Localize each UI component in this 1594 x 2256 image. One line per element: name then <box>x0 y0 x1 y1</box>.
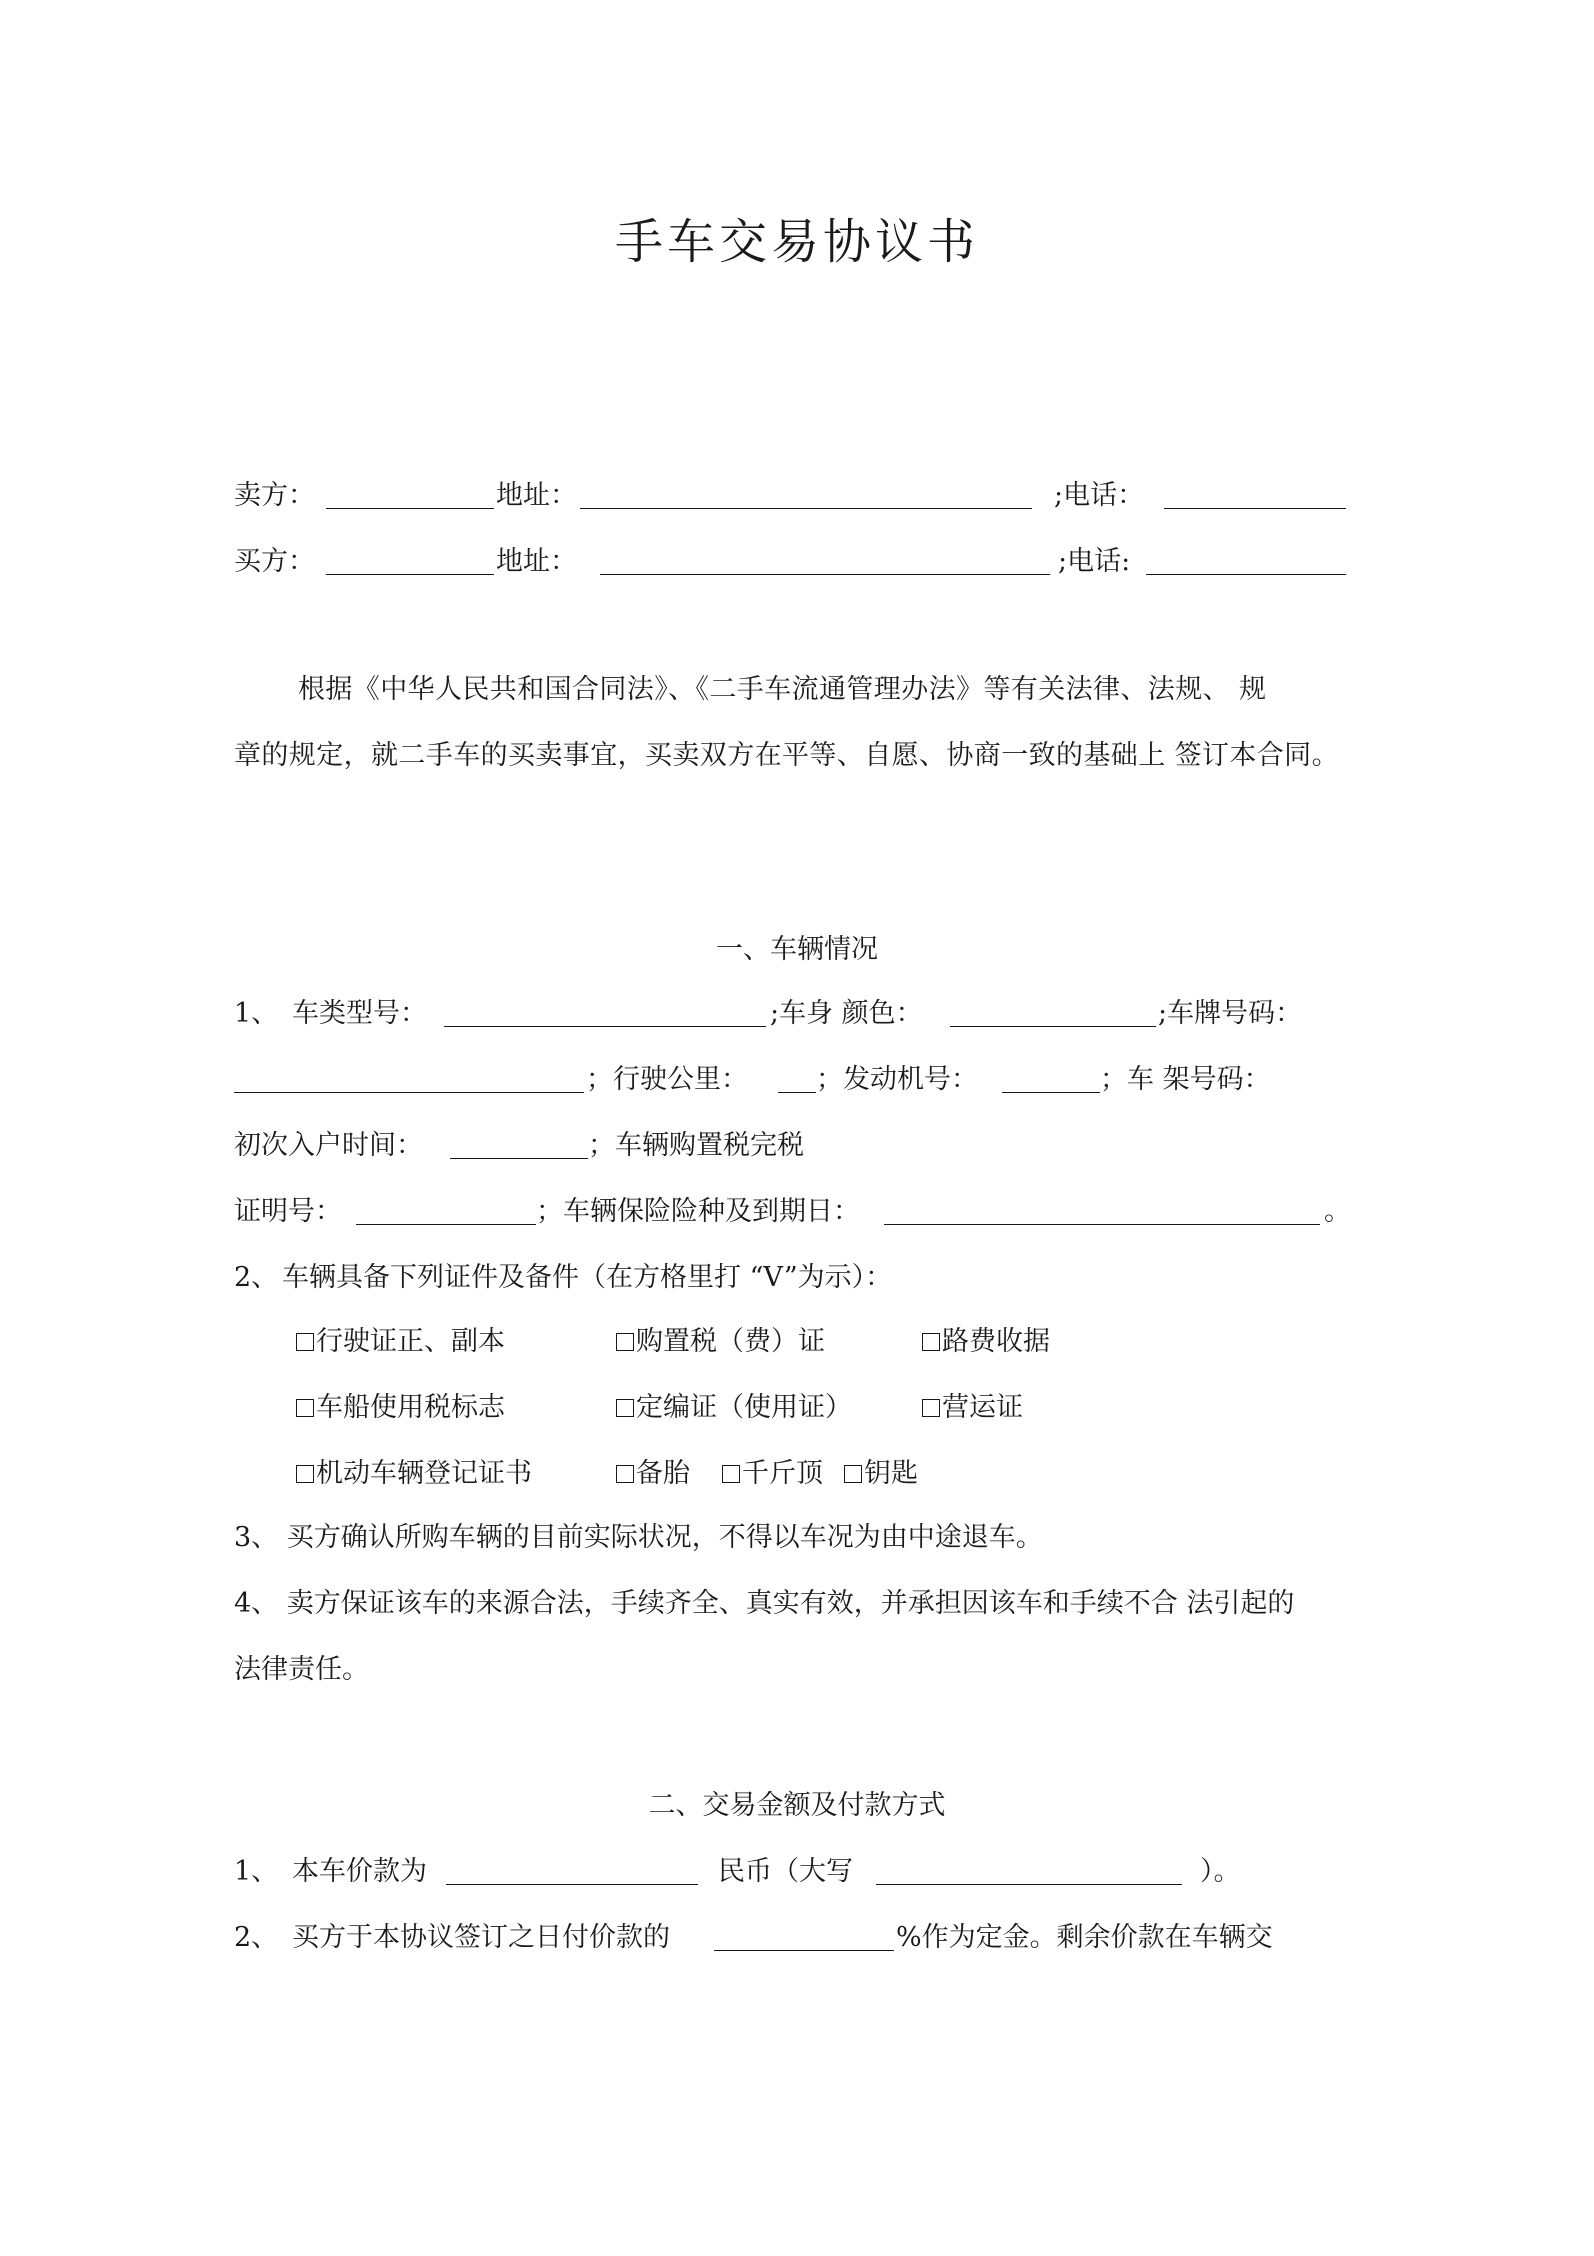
engine-number-field[interactable] <box>1002 1092 1100 1093</box>
s2-item1-end: ）。 <box>1200 1856 1241 1887</box>
s1-item2-num: 2、 <box>234 1262 279 1293</box>
s1-item1-num: 1、 <box>234 998 279 1029</box>
s2-item1-num: 1、 <box>234 1856 279 1887</box>
deposit-label: 买方于本协议签订之日付价款的 <box>292 1922 670 1953</box>
seller-name-field[interactable] <box>326 508 494 509</box>
checkbox-capacity-certificate[interactable]: 定编证（使用证） <box>616 1392 852 1424</box>
document-title: 手车交易协议书 <box>614 214 979 270</box>
mileage-field[interactable] <box>778 1092 816 1093</box>
vehicle-model-label: 车类型号： <box>292 998 427 1029</box>
seller-address-field[interactable] <box>580 508 1032 509</box>
seller-address-label: 地址： <box>496 480 577 511</box>
plate-number-field[interactable] <box>234 1092 584 1093</box>
insurance-label: ；车辆保险险种及到期日： <box>536 1196 860 1227</box>
checkbox-driving-license[interactable]: 行驶证正、副本 <box>296 1326 505 1358</box>
checkbox-registration-certificate[interactable]: 机动车辆登记证书 <box>296 1458 532 1490</box>
checkbox-purchase-tax-certificate[interactable]: 购置税（费）证 <box>616 1326 825 1358</box>
checkbox-jack[interactable]: 千斤顶 <box>722 1458 823 1490</box>
vehicle-color-field[interactable] <box>950 1026 1156 1027</box>
certificate-number-label: 证明号： <box>234 1196 342 1227</box>
section-1-heading: 一、车辆情况 <box>716 934 878 965</box>
vehicle-model-field[interactable] <box>444 1026 766 1027</box>
frame-number-label: ；车 架号码： <box>1100 1064 1271 1095</box>
currency-label: 民币（大写 <box>718 1856 853 1887</box>
seller-label: 卖方： <box>234 480 315 511</box>
buyer-label: 买方： <box>234 546 315 577</box>
price-in-words-field[interactable] <box>876 1884 1182 1885</box>
certificate-number-field[interactable] <box>356 1224 536 1225</box>
s1-item2-text: 车辆具备下列证件及备件（在方格里打 “V”为示）： <box>282 1262 893 1293</box>
price-field[interactable] <box>446 1884 698 1885</box>
vehicle-color-label: ;车身 颜色： <box>770 998 923 1029</box>
insurance-field[interactable] <box>884 1224 1320 1225</box>
buyer-name-field[interactable] <box>326 574 494 575</box>
checkbox-keys[interactable]: 钥匙 <box>844 1458 918 1490</box>
s1-item1-end: 。 <box>1324 1196 1351 1227</box>
checkbox-spare-tire[interactable]: 备胎 <box>616 1458 690 1490</box>
section-2-heading: 二、交易金额及付款方式 <box>648 1790 946 1821</box>
intro-line-2: 章的规定，就二手车的买卖事宜，买卖双方在平等、自愿、协商一致的基础上 签订本合同。 <box>234 740 1339 771</box>
s2-item2-num: 2、 <box>234 1922 279 1953</box>
checkbox-toll-receipt[interactable]: 路费收据 <box>922 1326 1050 1358</box>
buyer-address-label: 地址： <box>496 546 577 577</box>
s1-item4-line-2: 法律责任。 <box>234 1654 369 1685</box>
checkbox-operating-certificate[interactable]: 营运证 <box>922 1392 1023 1424</box>
checkbox-vehicle-tax-mark[interactable]: 车船使用税标志 <box>296 1392 505 1424</box>
mileage-label: ；行驶公里： <box>586 1064 748 1095</box>
buyer-phone-label: ;电话: <box>1058 546 1131 577</box>
purchase-tax-label: ；车辆购置税完税 <box>588 1130 804 1161</box>
engine-number-label: ；发动机号： <box>816 1064 978 1095</box>
buyer-address-field[interactable] <box>600 574 1050 575</box>
s1-item4-line-1: 4、 卖方保证该车的来源合法，手续齐全、真实有效，并承担因该车和手续不合 法引起的 <box>234 1588 1295 1619</box>
seller-phone-label: ;电话： <box>1054 480 1145 511</box>
plate-number-label: ;车牌号码： <box>1158 998 1303 1029</box>
intro-line-1: 根据《中华人民共和国合同法》、《二手车流通管理办法》等有关法律、法规、 规 <box>298 674 1267 705</box>
buyer-phone-field[interactable] <box>1146 574 1346 575</box>
seller-phone-field[interactable] <box>1164 508 1346 509</box>
first-registration-field[interactable] <box>450 1158 588 1159</box>
deposit-percent-field[interactable] <box>714 1950 894 1951</box>
s1-item3: 3、 买方确认所购车辆的目前实际状况，不得以车况为由中途退车。 <box>234 1522 1043 1553</box>
deposit-after-text: %作为定金。剩余价款在车辆交 <box>896 1922 1273 1953</box>
first-registration-label: 初次入户时间： <box>234 1130 423 1161</box>
price-label: 本车价款为 <box>292 1856 427 1887</box>
